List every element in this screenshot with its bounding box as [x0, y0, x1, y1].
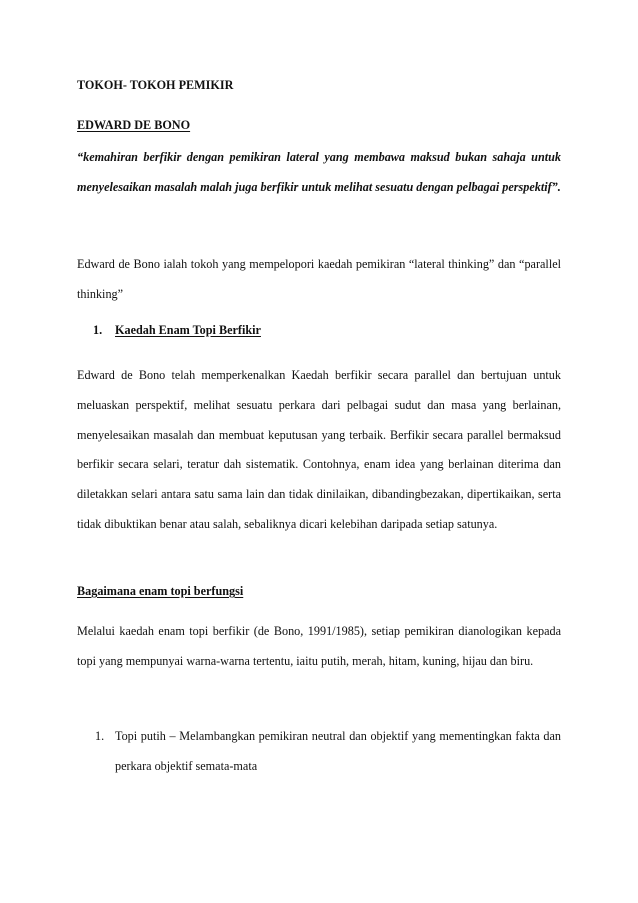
- document-subheading: EDWARD DE BONO: [77, 118, 191, 132]
- intro-paragraph: Edward de Bono ialah tokoh yang mempelopori kaedah pemikiran “lateral thinking” dan “parallel thinking”: [77, 257, 561, 301]
- document-page: [77, 0, 561, 903]
- section-number: 1.: [93, 323, 103, 337]
- list-item-number: 1.: [95, 729, 105, 743]
- list-item-text: Topi putih – Melambangkan pemikiran neutral dan objektif yang mementingkan fakta dan perkara objektif semata-mata: [115, 729, 561, 773]
- section2-heading: Bagaimana enam topi berfungsi: [77, 584, 244, 598]
- document-heading: TOKOH- TOKOH PEMIKIR: [77, 78, 234, 92]
- section2-body-paragraph: Melalui kaedah enam topi berfikir (de Bono, 1991/1985), setiap pemikiran dianologikan kepada topi yang mempunyai warna-warna tertentu, iaitu putih, merah, hitam, kuning, hijau dan biru.: [77, 624, 561, 668]
- section1-body-paragraph: Edward de Bono telah memperkenalkan Kaedah berfikir secara parallel dan bertujuan untuk meluaskan perspektif, melihat sesuatu perkara dari pelbagai sudut dan masa yang berlainan, menyelesaikan masalah dan membuat keputusan yang terbaik. Berfikir secara parallel bermaksud berfikir secara selari, teratur dah sistematik. Contohnya, enam idea yang berlainan diterima dan diletakkan selari antara satu sama lain dan tidak dinilaikan, dibandingbezakan, dipertikaikan, serta tidak dibuktikan benar atau salah, sebaliknya dicari kelebihan daripada setiap satunya.: [77, 368, 561, 531]
- section-heading-1: [77, 316, 561, 346]
- quote-paragraph: “kemahiran berfikir dengan pemikiran lateral yang membawa maksud bukan sahaja untuk menyelesaikan masalah malah juga berfikir untuk melihat sesuatu dengan pelbagai perspektif”.: [77, 150, 561, 194]
- section-title: Kaedah Enam Topi Berfikir: [115, 323, 261, 337]
